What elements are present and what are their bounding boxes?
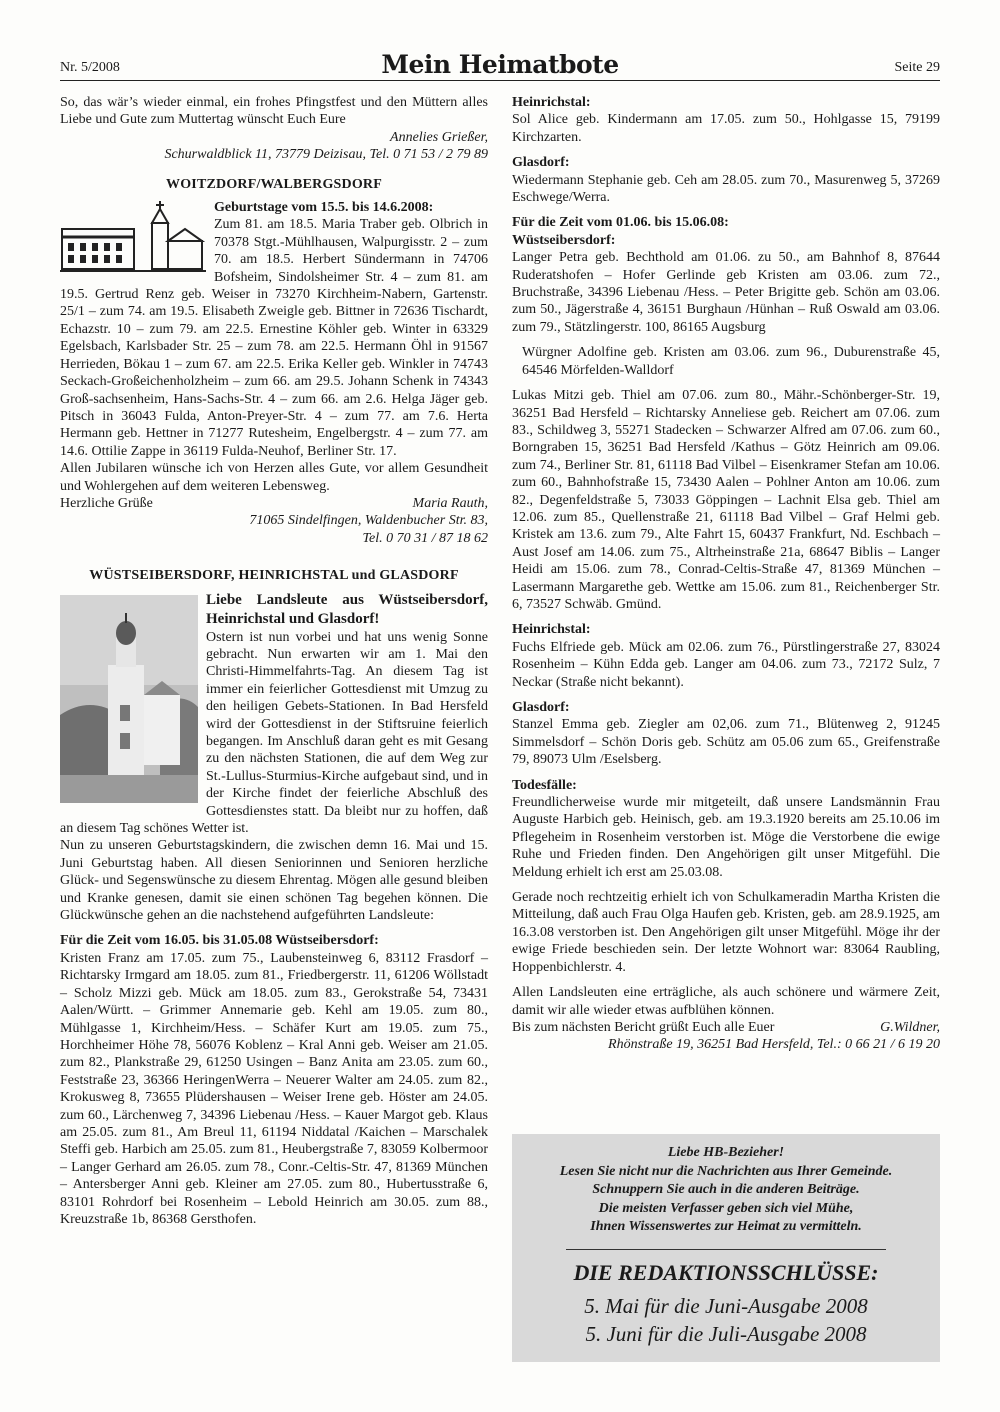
woitzdorf-signature-name: Maria Rauth, bbox=[412, 495, 488, 511]
wuestseibersdorf-birthday-list: Kristen Franz am 17.05. zum 75., Laubensteinweg 6, 83112 Frasdorf – Richtarsky Irmgard am 18.05. zum 81., Friedbergerstr. 11, 61206 Wöllstadt – Scholz Mizzi geb. Mück am 18.05. zum 83., Gerokstraße 54, 73431 Aalen/Württ. – Grimmer Annemarie geb. Kehl am 19.05. zum 80., Mühlgasse 1, Kirchheim/Hess. – Schäfer Kurt am 19.05. zum 75., Horchheimer Höhe 78, 56076 Koblenz – Kral Anni geb. Weiser am 21.05. zum 82., Plankstraße 29, 61250 Usingen – Banz Anita am 23.05. zum 60., Feststraße 23, 36366 HeringenWerra – Neuerer Walter am 24.05. zum 82., Krokusweg 8, 73655 Plüdershausen – Weiser Irene geb. Höster am 24.05. zum 60., Lärchenweg 7, 34396 Liebenau /Hess. – Kauer Margot geb. Klaus am 25.05. zum 81., Am Breul 11, 61194 Niddatal /Kaichen – Marschalek Steffi geb. Harbich am 25.05. zum 81., Heubergstraße 7, 83059 Kolbermoor – Langer Gerhard am 26.05. zum 78., Conr.-Celtis-Str. 47, 81369 München – Antersberger Anni geb. Kleiner am 27.05. zum 80., Hubertusstraße 6, 83101 Rohrdorf bei Rosenheim – Lebold Heinrich am 30.05. zum 88., Kreuzstraße 1b, 86368 Gersthofen. bbox=[60, 950, 488, 1227]
glasdorf-list-2: Stanzel Emma geb. Ziegler am 02,06. zum 71., Blütenweg 2, 91245 Simmelsdorf – Schön Doris geb. Schütz am 05.06 zum 65., Greifenstraße 79, 89073 Ulm /Eselsberg. bbox=[512, 717, 940, 768]
wuestseibersdorf-list-2: Langer Petra geb. Bechthold am 01.06. zu 50., am Bahnhof 8, 87644 Ruderatshofen – Hofer Gerlinde geb Kristen am 03.06. zum 72., Bruchstraße, 34396 Liebenau /Hess. – Peter Brigitte geb. Schön am 03.06. zum 50., Jägerstraße 4, 36151 Burghaun /Hünhan – Ruß Oswald am 03.06. zum 79., Stätzlingerstr. 100, 86165 Augsburg bbox=[512, 250, 940, 335]
village-illustration bbox=[60, 201, 206, 280]
intro-signature-address: Schurwaldblick 11, 73779 Deizisau, Tel. 0 71 53 / 2 79 89 bbox=[164, 147, 488, 163]
page-header bbox=[60, 50, 940, 80]
glasdorf-list-1: Wiedermann Stephanie geb. Ceh am 28.05. zum 70., Masurenweg 5, 37269 Eschwege/Werra. bbox=[512, 172, 940, 206]
deaths-heading: Todesfälle: bbox=[512, 777, 577, 793]
wuestseibersdorf-list-3: Lukas Mitzi geb. Thiel am 07.06. zum 80., Mähr.-Schönberger-Str. 19, 36251 Bad Hersfeld – Richtarsky Anneliese geb. Reichert am 07.06. zum 83., Schildweg 3, 55271 Stadecken – Schwarzer Alfred am 07.06. zum 60., Borngraben 15, 36251 Bad Hersfeld /Kathus – Götz Heinrich am 09.06. zum 74., Berliner Str. 81, 61118 Bad Vilbel – Eisenkramer Stefan am 10.06. zum 60., Bahnhofstraße 15, 73430 Aalen – Pohlner Anton am 10.06. zum 82., Degenfeldstraße 5, 73033 Göppingen – Lachnit Elsa geb. Thiel am 12.06. zum 85., Quellenstraße 21, 61118 Bad Vilbel – Graf Helmi geb. Kristek am 13.6. zum 79., Alte Fahrt 15, 60437 Frankfurt, Nd. Eschbach – Aust Josef am 14.06. zum 75., Altrheinstraße 21a, 68647 Biblis – Langer Heidi am 15.06. zum 78., Conrad-Celtis-Straße 47, 81369 München – Lasermann Margarethe geb. Wettke am 15.06. zum 81., Reichenberger Str. 6, 73527 Schwäb. Gmünd. bbox=[512, 388, 940, 612]
deaths-paragraph-2: Gerade noch rechtzeitig erhielt ich von Schulkameradin Martha Kristen die Mitteilung, daß auch Frau Olga Haufen geb. Kristen, geb. am 28.9.1925, am 16.3.08 verstorben ist. Den Angehörigen gilt unser Mitgefühl. Möge ihr der ewige Friede beschieden sein. Der letzte Wohnort war: 83064 Raubling, Hoppenbichlerstr. 4. bbox=[512, 890, 940, 975]
editorial-notice-box bbox=[512, 1134, 940, 1362]
closing-signature-name: G.Wildner, bbox=[880, 1019, 940, 1035]
section-title-wuestseibersdorf: WÜSTSEIBERSDORF, HEINRICHSTAL und GLASDORF bbox=[89, 568, 459, 584]
wuestseibersdorf-heading-2: Wüstseibersdorf: bbox=[512, 232, 616, 248]
closing-greeting: Bis zum nächsten Bericht grüßt Euch alle Euer bbox=[512, 1019, 775, 1035]
notice-line-5: Ihnen Wissenswertes zur Heimat zu vermitteln. bbox=[590, 1219, 862, 1235]
notice-line-1: Liebe HB-Bezieher! bbox=[667, 1145, 785, 1160]
closing-signature-address: Rhönstraße 19, 36251 Bad Hersfeld, Tel.: 0 66 21 / 6 19 20 bbox=[608, 1037, 940, 1053]
page-number: Seite 29 bbox=[894, 60, 940, 75]
woitzdorf-signature-address: 71065 Sindelfingen, Waldenbucher Str. 83, bbox=[249, 513, 488, 529]
wuestseibersdorf-period-heading: Für die Zeit vom 16.05. bis 31.05.08 Wüstseibersdorf: bbox=[60, 933, 379, 949]
heinrichstal-heading-2: Heinrichstal: bbox=[512, 622, 591, 638]
closing-paragraph: Allen Landsleuten eine erträgliche, als auch schönere und wärmere Zeit, damit wir alle wieder etwas aufblühen können. bbox=[512, 985, 940, 1018]
intro-signature-name: Annelies Grießer, bbox=[390, 129, 488, 145]
wuergner-entry: Würgner Adolfine geb. Kristen am 03.06. zum 96., Duburenstraße 45, 64546 Mörfelden-Walldorf bbox=[522, 345, 940, 378]
intro-text: So, das wär’s wieder einmal, ein frohes Pfingstfest und den Müttern alles Liebe und Gute zum Muttertag wünscht Euch Eure bbox=[60, 95, 488, 128]
woitzdorf-birthday-list: Zum 81. am 18.5. Maria Traber geb. Olbrich in 70378 Stgt.-Mühlhausen, Walpurgisstr. 2 – zum 70. am 18.5. Herbert Sündermann in 74706 Bofsheim, Sindolsheimer Str. 4 – zum 81. am 19.5. Gertrud Renz geb. Weiser in 73270 Kirchheim-Nabern, Gartenstr. 25/1 – zum 74. am 19.5. Elisabeth Zweigle geb. Bittner in 72636 Tischardt, Echazstr. 10 – zum 79. am 22.5. Ernestine Köhler geb. Winter in 63329 Egelsbach, Karlsbader Str. 25 – zum 78. am 22.5. Hermann Öhl in 91567 Herrieden, Bökau 1 – zum 67. am 22.5. Erika Keller geb. Winkler in 74743 Seckach-Großeichenholzheim – zum 66. am 29.5. Johann Schenk in 74343 Groß-sachsenheim, Hans-Sachs-Str. 4 – zum 66. am 2.6. Helga Jäger geb. Pitsch in 36043 Fulda, Anton-Preyer-Str. 4 – zum 77. am 7.6. Herta Hermann geb. Hettner in 71277 Rutesheim, Engelbergstr. 4 – zum 77. am 14.6. Ottilie Zappe in 36119 Fulda-Neuhof, Berliner Str. 17. bbox=[60, 217, 488, 459]
right-column bbox=[512, 94, 940, 1054]
notice-text bbox=[512, 1144, 940, 1237]
wuestseibersdorf-greeting-heading: Liebe Landsleute aus Wüstseibersdorf, Heinrichstal und Glasdorf! bbox=[206, 591, 488, 627]
section-title-woitzdorf: WOITZDORF/WALBERGSDORF bbox=[166, 176, 382, 192]
glasdorf-heading-2: Glasdorf: bbox=[512, 700, 570, 715]
heinrichstal-list-2: Fuchs Elfriede geb. Mück am 02.06. zum 76., Pürstlingerstraße 27, 83024 Rosenheim – Kühn Edda geb. Langer am 04.06. zum 73., 72172 Sulz, 7 Neckar (Straße nicht bekannt). bbox=[512, 639, 940, 690]
notice-line-3: Schnuppern Sie auch in die anderen Beiträge. bbox=[592, 1182, 860, 1198]
left-column bbox=[60, 94, 488, 1228]
june-period-heading: Für die Zeit vom 01.06. bis 15.06.08: bbox=[512, 215, 729, 231]
deadline-july: 5. Juni für die Juli-Ausgabe 2008 bbox=[585, 1321, 867, 1346]
woitzdorf-greeting: Herzliche Grüße bbox=[60, 495, 153, 511]
church-photo bbox=[60, 595, 198, 808]
notice-divider bbox=[566, 1249, 886, 1250]
glasdorf-heading-1: Glasdorf: bbox=[512, 155, 570, 171]
woitzdorf-dates-heading: Geburtstage vom 15.5. bis 14.6.2008: bbox=[214, 200, 434, 216]
notice-line-2: Lesen Sie nicht nur die Nachrichten aus Ihrer Gemeinde. bbox=[559, 1163, 893, 1179]
header-rule bbox=[60, 80, 940, 81]
deadlines-heading: DIE REDAKTIONSSCHLÜSSE: bbox=[573, 1259, 879, 1285]
issue-number: Nr. 5/2008 bbox=[60, 60, 120, 75]
heinrichstal-list-1: Sol Alice geb. Kindermann am 17.05. zum 50., Hohlgasse 15, 79199 Kirchzarten. bbox=[512, 112, 940, 145]
deaths-paragraph-1: Freundlicherweise wurde mir mitgeteilt, daß unsere Landsmännin Frau Auguste Harbich geb. Heinisch, geb. am 19.3.1920 bereits am 25.10.06 im Pflegeheim in Rosenheim verstorben ist. Möge die Verstorbene die ewige Ruhe und Frieden finden. Den Angehörigen gilt unser Mitgefühl. Die Meldung erhielt ich erst am 25.03.08. bbox=[512, 795, 940, 880]
masthead-logo: Mein Heimatbote bbox=[381, 50, 619, 79]
heinrichstal-heading-1: Heinrichstal: bbox=[512, 95, 591, 110]
woitzdorf-wishes: Allen Jubilaren wünsche ich von Herzen alles Gute, vor allem Gesundheit und Wohlergehen auf dem weiteren Lebensweg. bbox=[60, 461, 488, 494]
woitzdorf-signature-phone: Tel. 0 70 31 / 87 18 62 bbox=[362, 530, 488, 546]
deadline-june: 5. Mai für die Juni-Ausgabe 2008 bbox=[584, 1293, 868, 1318]
notice-line-4: Die meisten Verfasser geben sich viel Mühe, bbox=[598, 1200, 854, 1216]
wuestseibersdorf-paragraph-1: Ostern ist nun vorbei und hat uns wenig Sonne gebracht. Nun erwarten wir am 1. Mai den Christi-Himmelfahrts-Tag. An diesem Tag ist immer ein feierlicher Gottesdienst mit Umzug zu den heiligen Gebets-Stationen. In Bad Hersfeld wird der Gottesdienst in der Stiftsruine feierlich begangen. Im Anschluß daran geht es mit Gesang zu den nächsten Stationen, die auf dem Weg zur St.-Lullus-Sturmius-Kirche aufgebaut sind, und in der Kirche findet der feierliche Abschluß des Gottesdienstes statt. Da bleibt nur zu hoffen, daß an diesem Tag schönes Wetter ist. bbox=[60, 629, 488, 837]
wuestseibersdorf-paragraph-2: Nun zu unseren Geburtstagskindern, die zwischen demn 16. Mai und 15. Juni Geburtstag haben. All diesen Seniorinnen und Senioren herzliche Glück- und Segenswünsche zu diesem Ehrentag. Mögen alle gesund bleiben und Kranke genesen, damit sie einen schönen Tag begehen können. Die Glückwünsche gehen an die nachstehend aufgeführten Landsleute: bbox=[60, 838, 488, 924]
